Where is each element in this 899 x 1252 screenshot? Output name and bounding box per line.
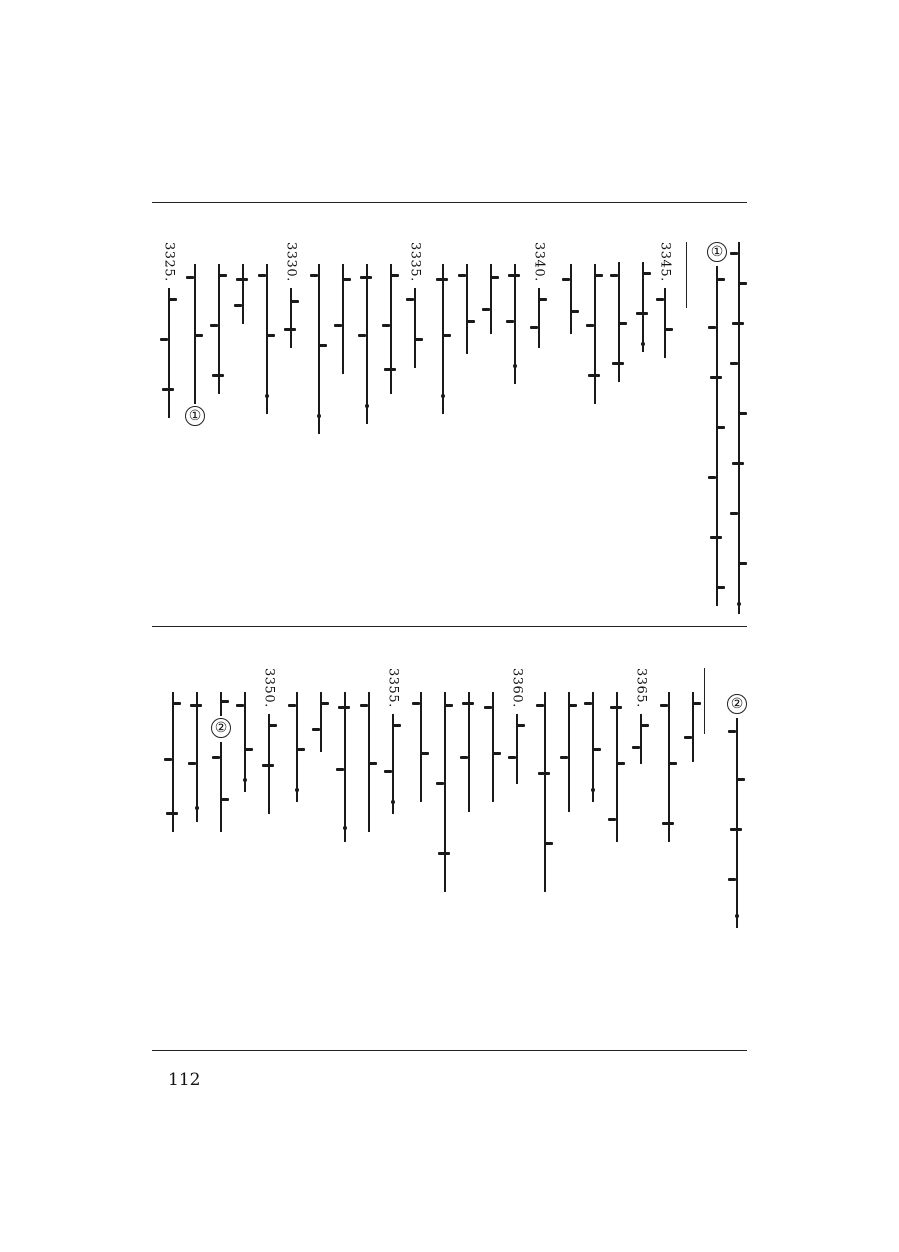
text-column <box>682 690 704 762</box>
footnote-separator-top <box>686 242 687 308</box>
text-column <box>256 262 278 414</box>
bottom-rule <box>152 1050 747 1051</box>
text-column <box>504 262 526 384</box>
footnote-column <box>706 240 728 606</box>
text-column <box>332 262 354 374</box>
text-column <box>380 262 402 394</box>
text-column <box>434 690 456 892</box>
footnote-reference: ① <box>185 406 205 426</box>
text-column <box>334 690 356 842</box>
line-number: 3335. <box>407 242 423 282</box>
text-column-with-line-number <box>630 668 652 764</box>
footnote-marker: ① <box>707 242 727 262</box>
text-column <box>186 690 208 822</box>
text-column <box>482 690 504 802</box>
text-column <box>410 690 432 802</box>
text-column-with-line-number <box>654 242 676 358</box>
text-column <box>658 690 680 842</box>
text-column <box>582 690 604 802</box>
text-column <box>558 690 580 812</box>
text-column <box>584 262 606 404</box>
text-column <box>308 262 330 434</box>
text-column-with-line-number <box>280 242 302 348</box>
text-column <box>728 240 750 614</box>
text-column <box>232 262 254 324</box>
line-number: 3340. <box>531 242 547 282</box>
text-column <box>560 262 582 334</box>
line-number: 3355. <box>385 668 401 708</box>
text-column <box>184 262 206 428</box>
text-column <box>480 262 502 334</box>
page-number: 112 <box>168 1070 201 1090</box>
middle-rule <box>152 626 747 627</box>
text-column <box>632 260 654 352</box>
line-number: 3360. <box>509 668 525 708</box>
text-column <box>208 262 230 394</box>
footnote-marker: ② <box>727 694 747 714</box>
text-column-with-line-number <box>158 242 180 418</box>
text-column <box>606 690 628 842</box>
top-rule <box>152 202 747 203</box>
text-column <box>234 690 256 792</box>
text-column <box>534 690 556 892</box>
footnote-column <box>726 692 748 928</box>
text-column-with-line-number <box>506 668 528 784</box>
text-column <box>356 262 378 424</box>
line-number: 3350. <box>261 668 277 708</box>
text-column-with-line-number <box>258 668 280 814</box>
footnote-reference: ② <box>211 718 231 738</box>
line-number: 3345. <box>657 242 673 282</box>
text-column-with-line-number <box>404 242 426 368</box>
text-column <box>210 690 232 832</box>
text-column-with-line-number <box>528 242 550 348</box>
text-column <box>358 690 380 832</box>
text-column <box>286 690 308 802</box>
line-number: 3325. <box>161 242 177 282</box>
text-column <box>456 262 478 354</box>
text-column <box>162 690 184 832</box>
line-number: 3365. <box>633 668 649 708</box>
text-column <box>458 690 480 812</box>
text-column <box>310 690 332 752</box>
footnote-separator-bottom <box>704 668 705 734</box>
text-column-with-line-number <box>382 668 404 814</box>
text-column <box>432 262 454 414</box>
text-column <box>608 260 630 382</box>
line-number: 3330. <box>283 242 299 282</box>
